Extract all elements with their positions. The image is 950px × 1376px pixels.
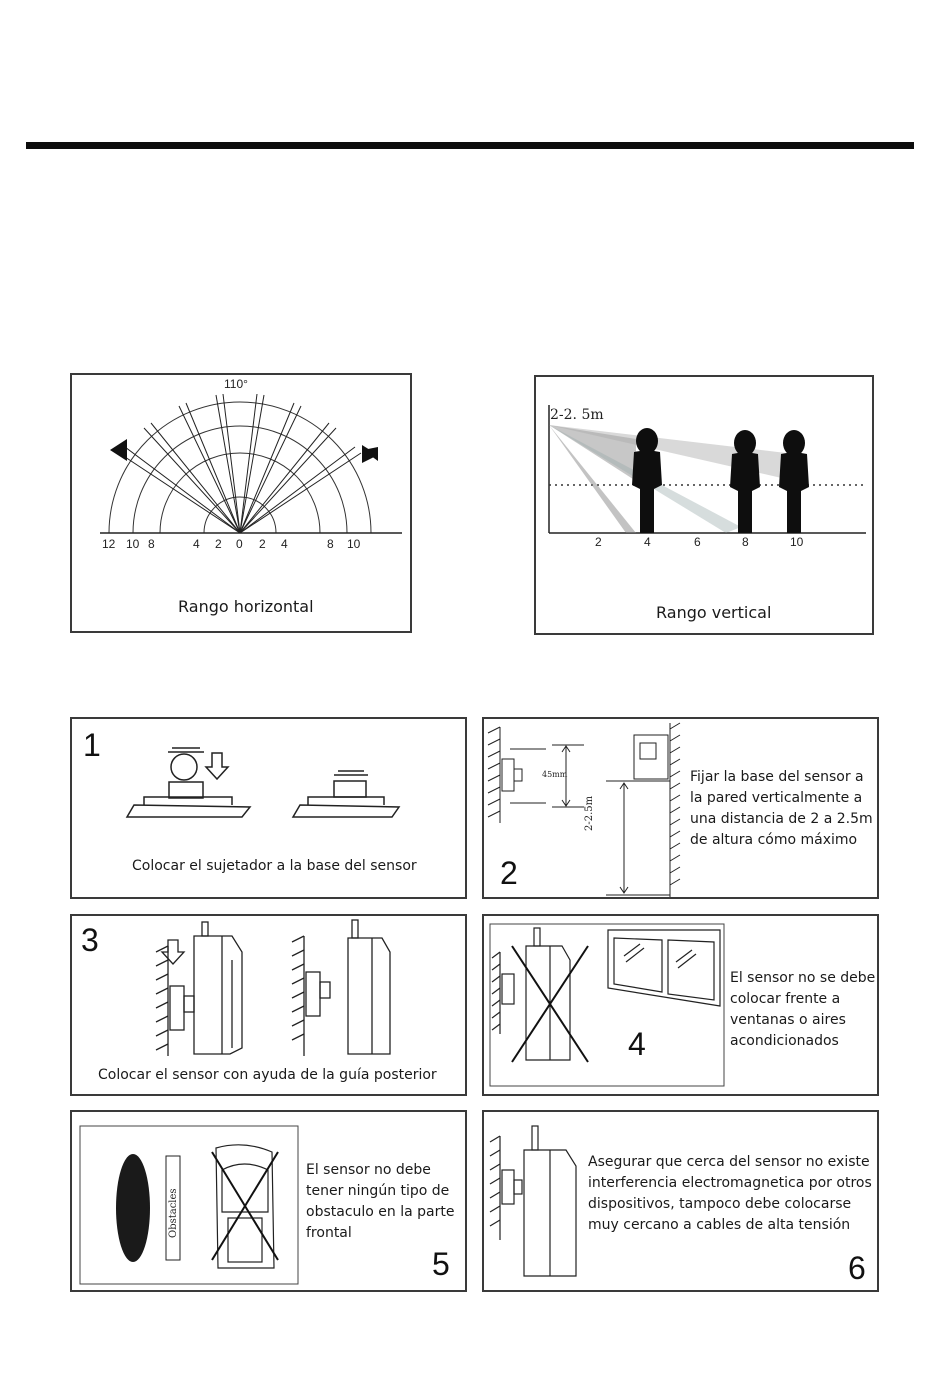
horizontal-tick: 8 [327,537,334,551]
step-number: 1 [83,727,101,763]
horizontal-tick: 4 [193,537,200,551]
horizontal-range-caption: Rango horizontal [178,597,314,616]
text-line: obstaculo en la parte [306,1204,455,1220]
step-2-panel [482,717,879,899]
step-1-caption: Colocar el sujetador a la base del sensor [132,858,417,874]
top-rule [26,142,914,149]
text-line: tener ningún tipo de [306,1183,450,1199]
text-line: El sensor no se debe [730,970,876,986]
step-6-panel [482,1110,879,1292]
text-line: acondicionados [730,1033,839,1049]
text-line: frontal [306,1225,352,1241]
horizontal-tick: 12 [102,537,116,551]
horizontal-angle-label: 110° [224,377,248,391]
text-line: El sensor no debe [306,1162,431,1178]
step-4-text [730,968,875,1052]
text-line: muy cercano a cables de alta tensión [588,1217,851,1233]
vertical-range-caption: Rango vertical [656,603,772,622]
step-3-panel [70,914,467,1096]
horizontal-tick: 2 [259,537,266,551]
step-number: 4 [628,1026,646,1062]
step-5-text [306,1160,454,1244]
text-line: Asegurar que cerca del sensor no existe [588,1154,870,1170]
text-line: dispositivos, tampoco debe colocarse [588,1196,852,1212]
vertical-height-label: 2-2. 5m [550,407,604,423]
horizontal-tick: 10 [347,537,361,551]
horizontal-range-panel [70,373,412,633]
step-3-caption: Colocar el sensor con ayuda de la guía posterior [98,1067,437,1083]
horizontal-tick: 4 [281,537,288,551]
text-line: la pared verticalmente a [690,790,863,806]
vertical-tick: 8 [742,535,749,549]
step-2-text [690,767,873,851]
horizontal-tick: 2 [215,537,222,551]
horizontal-tick: 10 [126,537,140,551]
step-6-text [588,1152,872,1236]
obstacle-label: Obstacles [168,1188,179,1238]
text-line: de altura cómo máximo [690,832,858,848]
text-line: colocar frente a [730,991,841,1007]
text-line: una distancia de 2 a 2.5m [690,811,873,827]
text-line: ventanas o aires [730,1012,846,1028]
vertical-tick: 4 [644,535,651,549]
step-number: 2 [500,855,518,891]
step-number: 5 [432,1246,450,1282]
vertical-tick: 6 [694,535,701,549]
step-number: 3 [81,922,99,958]
measure-large-label: 2-2.5m [584,795,595,831]
vertical-range-panel [534,375,874,635]
horizontal-tick: 8 [148,537,155,551]
horizontal-tick: 0 [236,537,243,551]
measure-small-label: 45mm [542,770,568,779]
step-4-panel [482,914,879,1096]
text-line: Fijar la base del sensor a [690,769,864,785]
step-number: 6 [848,1250,866,1286]
step-1-panel [70,717,467,899]
vertical-tick: 10 [790,535,804,549]
step-5-panel [70,1110,467,1292]
horizontal-range-diagram [72,375,410,631]
text-line: interferencia electromagnetica por otros [588,1175,872,1191]
vertical-tick: 2 [595,535,602,549]
